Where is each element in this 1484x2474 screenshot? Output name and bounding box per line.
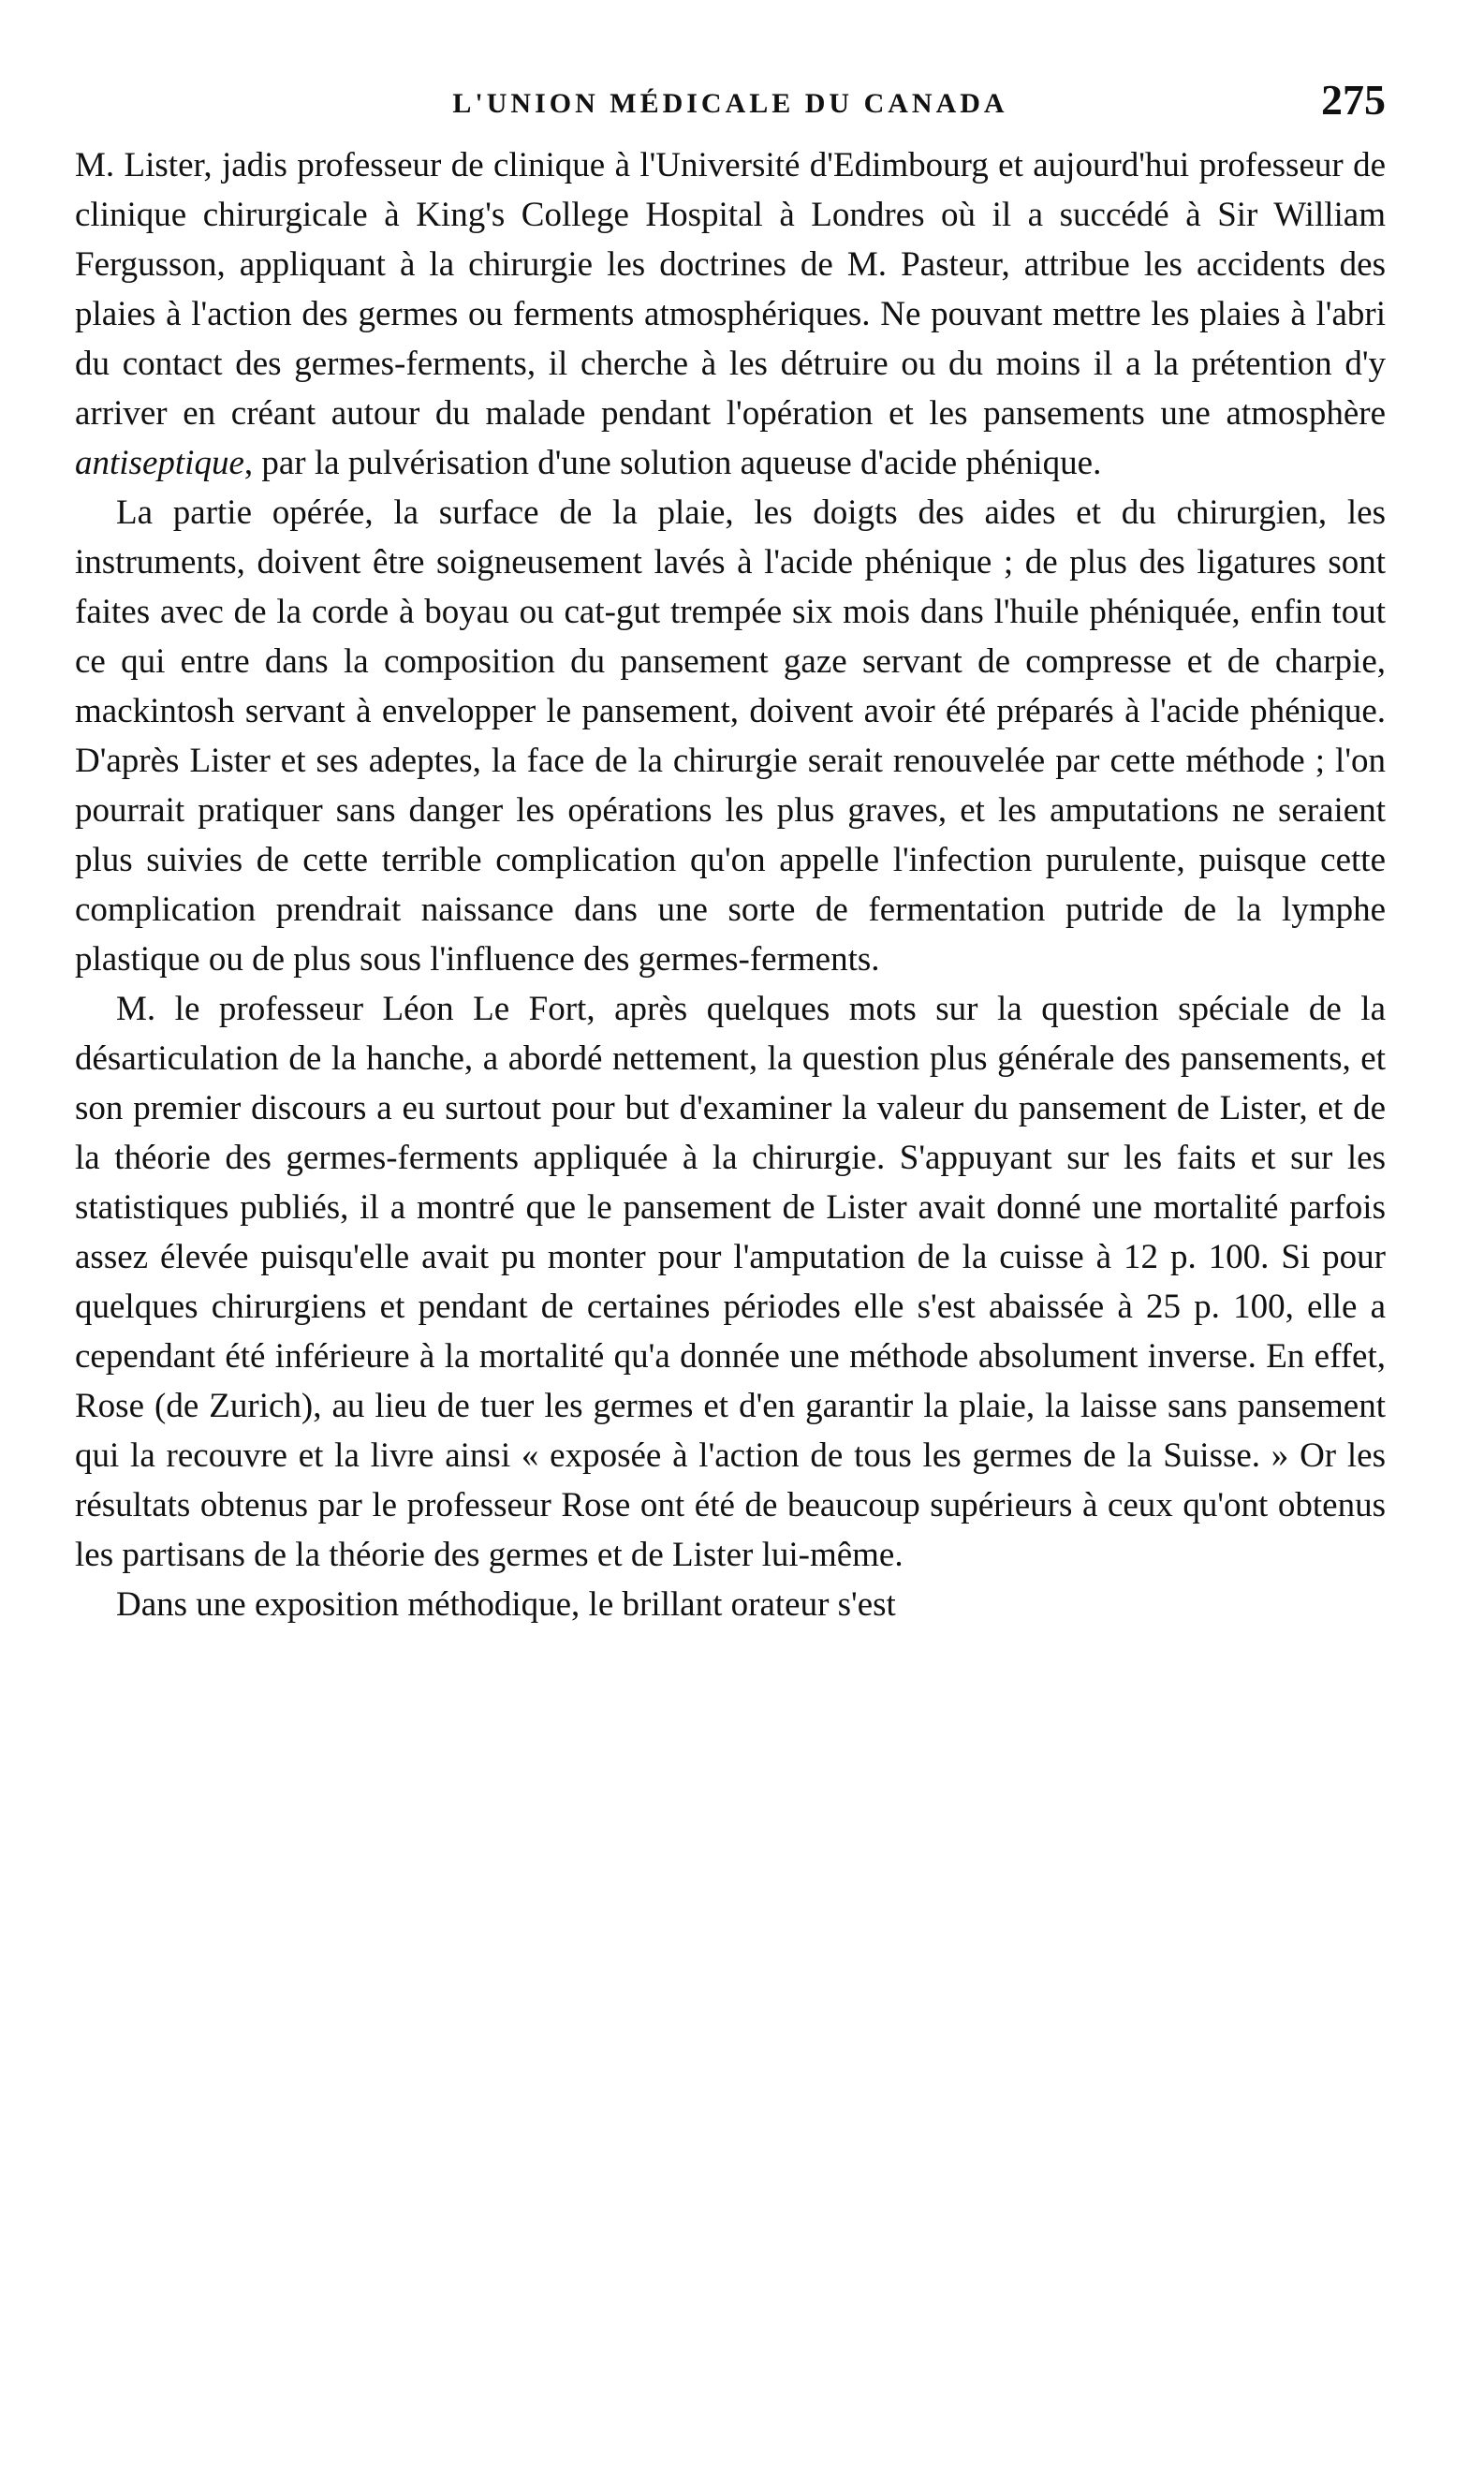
- page-number: 275: [1321, 76, 1386, 124]
- paragraph-4: Dans une exposition méthodique, le brillant orateur s'est: [116, 1585, 896, 1624]
- paragraph-1: [75, 140, 1386, 488]
- paragraph-3: M. le professeur Léon Le Fort, après quelques mots sur la question spéciale de la désarticulation de la hanche, a abordé nettement, la question plus générale des pansements, et son premier discours a eu surtout pour but d'examiner la valeur du pansement de Lister, et de la théorie des germes-ferments appliquée à la chirurgie. S'appuyant sur les faits et sur les statistiques publiés, il a montré que le pansement de Lister avait donné une mortalité parfois assez élevée puisqu'elle avait pu monter pour l'amputation de la cuisse à 12 p. 100. Si pour quelques chirurgiens et pendant de certaines périodes elle s'est abaissée à 25 p. 100, elle a cependant été inférieure à la mortalité qu'a donnée une méthode absolument inverse. En effet, Rose (de Zurich), au lieu de tuer les germes et d'en garantir la plaie, la laisse sans pansement qui la recouvre et la livre ainsi « exposée à l'action de tous les germes de la Suisse. » Or les résultats obtenus par le professeur Rose ont été de beaucoup supérieurs à ceux qu'ont obtenus les partisans de la théorie des germes et de Lister lui-même.: [75, 990, 1386, 1574]
- paragraph-1-end: , par la pulvérisation d'une solution aqueuse d'acide phénique.: [243, 444, 1102, 482]
- paragraph-2: La partie opérée, la surface de la plaie, les doigts des aides et du chirurgien, les instruments, doivent être soigneusement lavés à l'acide phénique ; de plus des ligatures sont faites avec de la corde à boyau ou cat-gut trempée six mois dans l'huile phéniquée, enfin tout ce qui entre dans la composition du pansement gaze servant de compresse et de charpie, mackintosh servant à envelopper le pansement, doivent avoir été préparés à l'acide phénique. D'après Lister et ses adeptes, la face de la chirurgie serait renouvelée par cette méthode ; l'on pourrait pratiquer sans danger les opérations les plus graves, et les amputations ne seraient plus suivies de cette terrible complication qu'on appelle l'infection purulente, puisque cette complication prendrait naissance dans une sorte de fermentation putride de la lymphe plastique ou de plus sous l'influence des germes-ferments.: [75, 493, 1386, 979]
- paragraph-1-text: M. Lister, jadis professeur de clinique à l'Université d'Edimbourg et aujourd'hui professeur de clinique chirurgicale à King's College Hospital à Londres où il a succédé à Sir William Fergusson, appliquant à la chirurgie les doctrines de M. Pasteur, attribue les accidents des plaies à l'action des germes ou ferments atmosphériques. Ne pouvant mettre les plaies à l'abri du contact des germes-ferments, il cherche à les détruire ou du moins il a la prétention d'y arriver en créant autour du malade pendant l'opération et les pansements une atmosphère: [75, 146, 1386, 433]
- running-head: L'UNION MÉDICALE DU CANADA: [452, 88, 1008, 119]
- page-header: [75, 75, 1386, 140]
- italic-term: antiseptique: [75, 444, 244, 482]
- article-body: [75, 140, 1386, 1629]
- page: [75, 75, 1386, 2435]
